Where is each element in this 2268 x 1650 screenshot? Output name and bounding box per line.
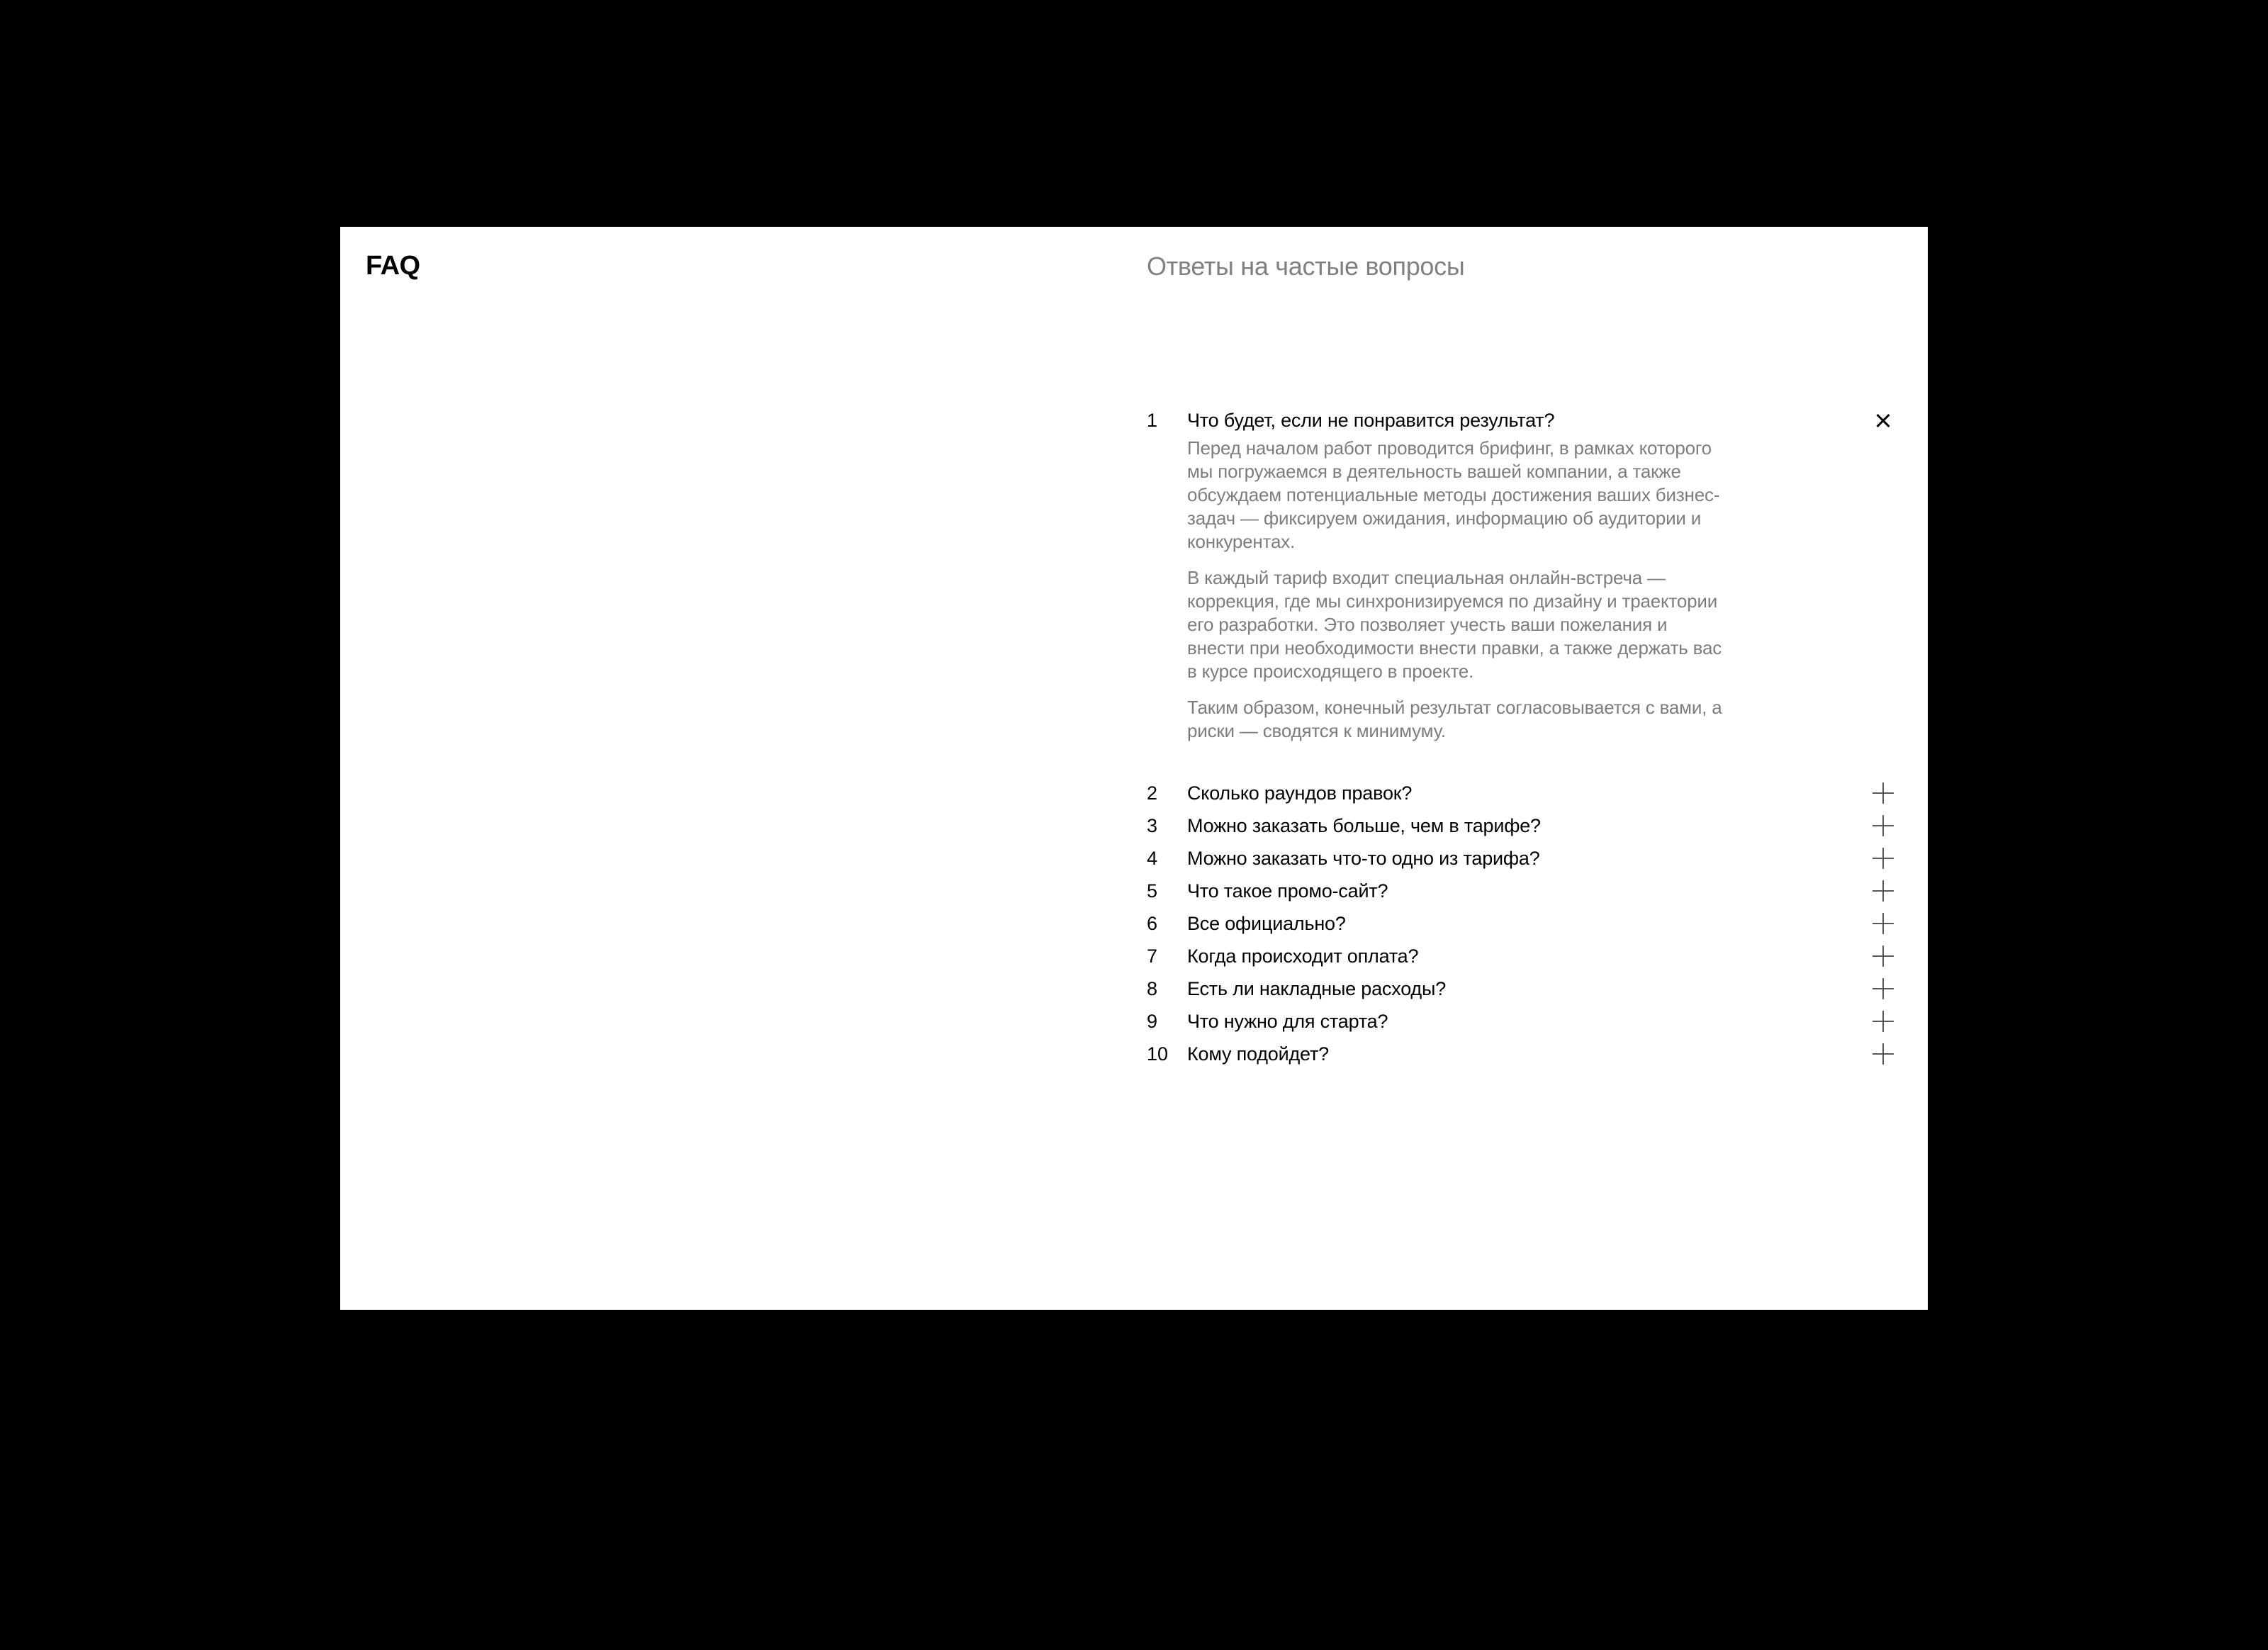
- plus-icon[interactable]: [1873, 978, 1894, 999]
- faq-question[interactable]: Когда происходит оплата?: [1187, 945, 1419, 967]
- faq-question-row[interactable]: [1147, 875, 1894, 907]
- faq-item: [1147, 809, 1894, 842]
- faq-question[interactable]: Сколько раундов правок?: [1187, 782, 1413, 804]
- plus-icon[interactable]: [1873, 1011, 1894, 1032]
- faq-item: [1147, 842, 1894, 875]
- faq-number: 2: [1147, 782, 1158, 804]
- faq-number: 9: [1147, 1010, 1158, 1032]
- faq-question-row[interactable]: [1147, 940, 1894, 972]
- faq-question[interactable]: Есть ли накладные расходы?: [1187, 977, 1447, 999]
- faq-number: 8: [1147, 977, 1158, 999]
- faq-item: [1147, 1005, 1894, 1038]
- faq-question-row[interactable]: [1147, 842, 1894, 875]
- faq-question[interactable]: Кому подойдет?: [1187, 1043, 1329, 1065]
- faq-item: [1147, 940, 1894, 972]
- faq-number: 1: [1147, 409, 1158, 431]
- faq-answer-paragraph: Перед началом работ проводится брифинг, в рамках которого мы погружаемся в деятельность вашей компании, а также обсуждаем потенциальные методы достижения ваших бизнес-задач — фиксируем ожидания, информацию об аудитории и конкурентах.: [1187, 437, 1720, 552]
- faq-item: [1147, 777, 1894, 809]
- faq-question[interactable]: Что нужно для старта?: [1187, 1010, 1388, 1032]
- faq-number: 6: [1147, 912, 1158, 934]
- faq-question-row[interactable]: [1147, 809, 1894, 842]
- faq-number: 5: [1147, 880, 1158, 902]
- faq-question-row[interactable]: [1147, 777, 1894, 809]
- section-title: Ответы на частые вопросы: [1147, 252, 1465, 281]
- faq-item: [1147, 1038, 1894, 1070]
- close-icon[interactable]: [1873, 410, 1894, 431]
- faq-question-row[interactable]: [1147, 907, 1894, 940]
- plus-icon[interactable]: [1873, 1043, 1894, 1065]
- faq-question[interactable]: Можно заказать что-то одно из тарифа?: [1187, 847, 1540, 869]
- plus-icon[interactable]: [1873, 848, 1894, 869]
- faq-question-row[interactable]: [1147, 404, 1894, 437]
- faq-list: [1147, 404, 1894, 1070]
- faq-item: [1147, 875, 1894, 907]
- faq-question[interactable]: Что будет, если не понравится результат?: [1187, 409, 1555, 431]
- faq-question-row[interactable]: [1147, 1038, 1894, 1070]
- plus-icon[interactable]: [1873, 815, 1894, 836]
- faq-card: [340, 227, 1928, 1310]
- faq-question[interactable]: Что такое промо-сайт?: [1187, 880, 1388, 902]
- faq-question-row[interactable]: [1147, 1005, 1894, 1038]
- faq-item: [1147, 972, 1894, 1005]
- faq-number: 3: [1147, 814, 1158, 836]
- faq-number: 10: [1147, 1043, 1169, 1065]
- brand-logo[interactable]: FAQ: [366, 251, 420, 281]
- plus-icon[interactable]: [1873, 913, 1894, 934]
- faq-question[interactable]: Можно заказать больше, чем в тарифе?: [1187, 814, 1541, 836]
- faq-number: 4: [1147, 847, 1158, 869]
- faq-question[interactable]: Все официально?: [1187, 912, 1346, 934]
- faq-answer-paragraph: В каждый тариф входит специальная онлайн-встреча — коррекция, где мы синхронизируемся по дизайну и траектории его разработки. Это позволяет учесть ваши пожелания и внести при необходимости внести правки, а также держать вас в курсе происходящего в проекте.: [1187, 567, 1722, 682]
- faq-item: [1147, 907, 1894, 940]
- faq-answer-paragraph: Таким образом, конечный результат согласовывается с вами, а риски — сводятся к минимуму.: [1187, 697, 1722, 741]
- faq-item: [1147, 404, 1894, 777]
- plus-icon[interactable]: [1873, 782, 1894, 804]
- faq-number: 7: [1147, 945, 1158, 967]
- faq-question-row[interactable]: [1147, 972, 1894, 1005]
- plus-icon[interactable]: [1873, 880, 1894, 902]
- faq-answer: [1147, 437, 1726, 777]
- plus-icon[interactable]: [1873, 945, 1894, 967]
